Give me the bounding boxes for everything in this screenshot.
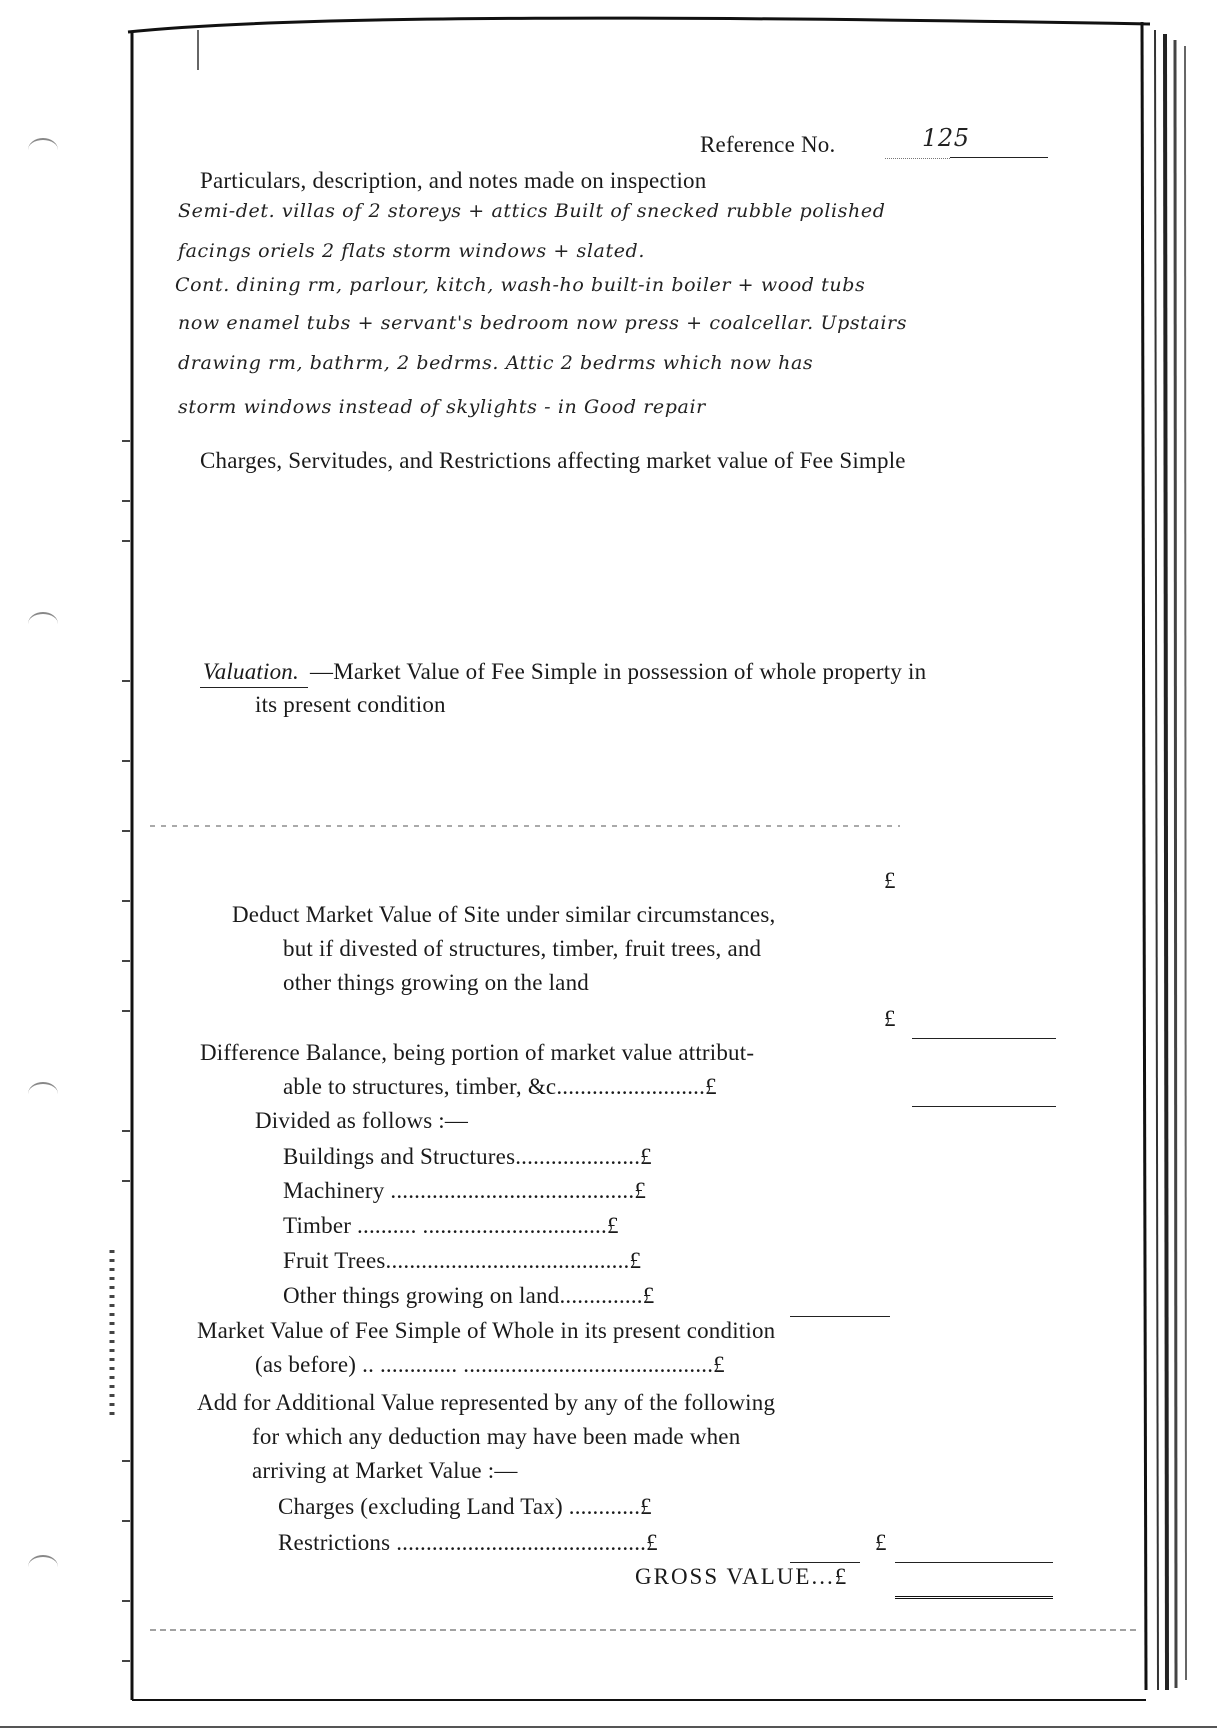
difference-line1: Difference Balance, being portion of market value attribut-: [200, 1040, 755, 1065]
particulars-handwritten-line: Semi-det. villas of 2 storeys + attics Built of snecked rubble polished: [178, 200, 886, 222]
margin-tick: [122, 960, 130, 962]
margin-tick: [122, 1660, 130, 1662]
gross-value: GROSS VALUE...£: [635, 1564, 849, 1589]
divided-item: Fruit Trees.........................................£: [283, 1248, 642, 1273]
add-line2: for which any deduction may have been made when: [252, 1424, 741, 1449]
particulars-heading: Particulars, description, and notes made on inspection: [200, 168, 707, 193]
divided-item: Buildings and Structures.....................£: [283, 1144, 652, 1169]
deduct-total-underline: [912, 1038, 1056, 1039]
particulars-handwritten-line: storm windows instead of skylights - in Good repair: [178, 396, 706, 418]
divided-heading: Divided as follows :—: [255, 1108, 469, 1133]
margin-tick: [122, 500, 130, 502]
pound-sign: £: [884, 1006, 896, 1031]
pound-sign: £: [884, 868, 896, 893]
divided-total-underline: [790, 1316, 890, 1317]
deduct-line3: other things growing on the land: [283, 970, 589, 995]
charges-heading: Charges, Servitudes, and Restrictions affecting market value of Fee Simple: [200, 448, 906, 473]
margin-tick: [122, 1520, 130, 1522]
add-item: Restrictions ..........................................£: [278, 1530, 658, 1555]
valuation-text-line2: its present condition: [255, 692, 446, 717]
deduct-line1: Deduct Market Value of Site under similar circumstances,: [232, 902, 776, 927]
particulars-handwritten-line: facings oriels 2 flats storm windows + slated.: [178, 240, 645, 262]
difference-underline: [912, 1106, 1056, 1107]
margin-tick: [122, 1130, 130, 1132]
divided-item: Timber .......... ...............................£: [283, 1213, 619, 1238]
punch-hole-mark: [28, 1555, 58, 1579]
margin-tick: [122, 1010, 130, 1012]
margin-tick: [122, 680, 130, 682]
particulars-handwritten-line: Cont. dining rm, parlour, kitch, wash-ho built-in boiler + wood tubs: [175, 274, 866, 296]
market-whole-line1: Market Value of Fee Simple of Whole in its present condition: [197, 1318, 776, 1343]
particulars-handwritten-line: drawing rm, bathrm, 2 bedrms. Attic 2 bedrms which now has: [178, 352, 814, 374]
margin-tick: [122, 540, 130, 542]
margin-tick: [122, 440, 130, 442]
reference-label: Reference No.: [700, 132, 836, 157]
punch-hole-mark: [28, 138, 58, 162]
punch-hole-mark: [28, 1082, 58, 1106]
reference-value: 125: [922, 124, 970, 152]
market-whole-line2: (as before) .. ............. ..........................................£: [255, 1352, 725, 1377]
valuation-label: Valuation.: [203, 659, 299, 684]
margin-tick: [122, 1600, 130, 1602]
margin-tick: [122, 760, 130, 762]
margin-tick: [122, 900, 130, 902]
add-item: Charges (excluding Land Tax) ............£: [278, 1494, 652, 1519]
add-total-underline: [895, 1562, 1053, 1563]
valuation-label-underline: [200, 687, 308, 688]
gross-value-double-underline: [895, 1596, 1053, 1599]
reference-dotted-line: [885, 158, 950, 159]
divided-item: Other things growing on land..............£: [283, 1283, 655, 1308]
valuation-text-line1: —Market Value of Fee Simple in possession of whole property in: [310, 659, 927, 684]
add-line3: arriving at Market Value :—: [252, 1458, 518, 1483]
particulars-handwritten-line: now enamel tubs + servant's bedroom now press + coalcellar. Upstairs: [178, 312, 908, 334]
pound-sign: £: [875, 1530, 887, 1555]
add-line1: Add for Additional Value represented by any of the following: [197, 1390, 776, 1415]
difference-line2: able to structures, timber, &c.........................£: [283, 1074, 717, 1099]
divided-item: Machinery .........................................£: [283, 1178, 647, 1203]
reference-underline: [950, 157, 1048, 158]
margin-tick: [122, 1460, 130, 1462]
margin-tick: [122, 1180, 130, 1182]
add-item-underline: [790, 1562, 860, 1563]
punch-hole-mark: [28, 612, 58, 636]
margin-tick: [122, 830, 130, 832]
deduct-line2: but if divested of structures, timber, fruit trees, and: [283, 936, 762, 961]
